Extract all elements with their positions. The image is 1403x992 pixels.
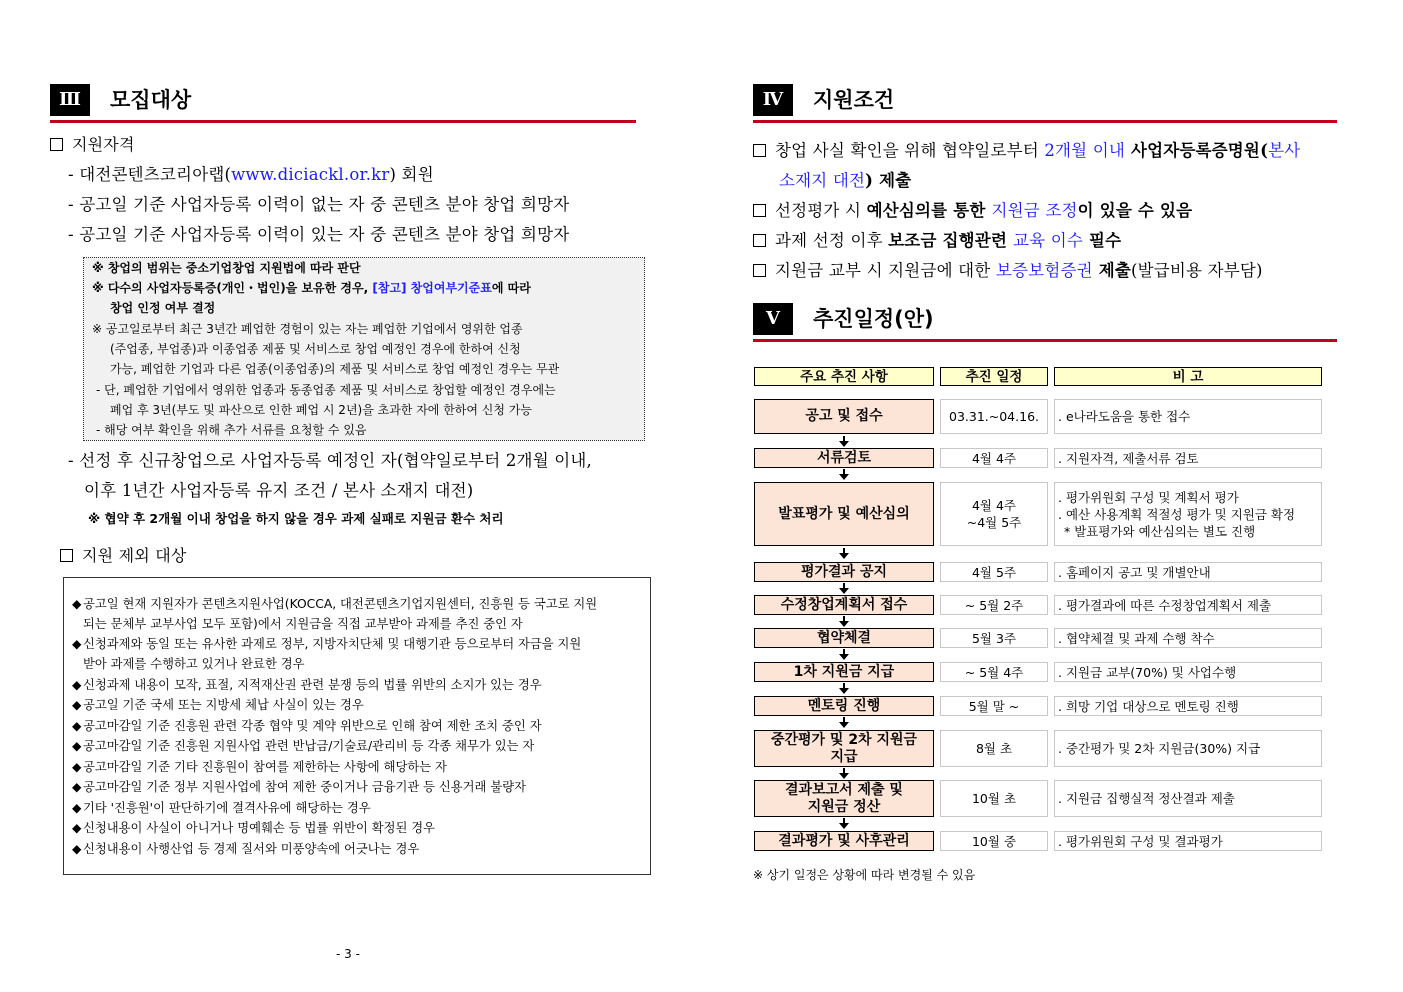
exclusion-item: ◆ 신청과제와 동일 또는 유사한 과제로 정부, 지방자치단체 및 대행기관 등으로부터 자금을 지원 (72, 634, 581, 654)
checkbox-icon (753, 144, 766, 157)
condition-4: 지원금 교부 시 지원금에 대한 보증보험증권 제출(발급비용 자부담) (753, 260, 1263, 282)
qualification-notes-box (83, 257, 645, 441)
exclusion-item: ◆ 신청내용이 사행산업 등 경제 질서와 미풍양속에 어긋나는 경우 (72, 839, 419, 859)
down-arrow-icon (839, 583, 849, 595)
exclusion-item: ◆ 신청과제 내용이 모작, 표절, 지적재산권 관련 분쟁 등의 법률 위반의 소지가 있는 경우 (72, 675, 542, 695)
down-arrow-icon (839, 548, 849, 560)
checkbox-icon (753, 264, 766, 277)
exclusion-item: ◆ 공고마감일 기준 정부 지원사업에 참여 제한 중이거나 금융기관 등 신용거래 불량자 (72, 777, 526, 797)
schedule-date: 10월 초 (940, 780, 1048, 817)
exclusion-item: ◆ 공고일 현재 지원자가 콘텐츠지원사업(KOCCA, 대전콘텐츠기업지원센터, 진흥원 등 국고로 지원 (72, 594, 597, 614)
schedule-date: 8월 초 (940, 730, 1048, 767)
checkbox-icon (60, 549, 73, 562)
schedule-step: 수정창업계획서 접수 (754, 595, 934, 615)
exclusion-item: ◆ 공고마감일 기준 진흥원 지원사업 관련 반납금/기술료/관리비 등 각종 채무가 있는 자 (72, 736, 534, 756)
note-line: 가능, 폐업한 기업과 다른 업종(이종업종)의 제품 및 서비스로 창업 예정인 경우는 무관 (110, 362, 560, 376)
schedule-step: 서류검토 (754, 448, 934, 468)
note-line: ※ 다수의 사업자등록증(개인・법인)을 보유한 경우, [참고] 창업여부기준표에 따라 (92, 281, 531, 295)
section-4-header (753, 84, 1337, 118)
exclusion-box (63, 577, 651, 875)
section-title: 지원조건 (813, 88, 895, 112)
schedule-date: 4월 4주 ~4월 5주 (940, 482, 1048, 546)
note-line: ※ 공고일로부터 최근 3년간 폐업한 경험이 있는 자는 폐업한 기업에서 영위한 업종 (92, 322, 523, 336)
qual-item-1: - 대전콘텐츠코리아랩(www.diciackl.or.kr) 회원 (68, 165, 434, 184)
schedule-date: 4월 5주 (940, 562, 1048, 582)
diamond-bullet-icon: ◆ (72, 678, 82, 692)
exclusion-item: ◆ 공고마감일 기준 진흥원 관련 각종 협약 및 계약 위반으로 인해 참여 제한 조치 중인 자 (72, 716, 542, 736)
section-title: 추진일정(안) (813, 307, 934, 331)
qual-item-4-cont: 이후 1년간 사업자등록 유지 조건 / 본사 소재지 대전) (84, 481, 474, 500)
exclusion-item: ◆ 신청내용이 사실이 아니거나 명예훼손 등 법률 위반이 확정된 경우 (72, 818, 435, 838)
schedule-step: 평가결과 공지 (754, 562, 934, 582)
schedule-remarks: . e나라도움을 통한 접수 (1054, 399, 1322, 434)
schedule-date: 5월 3주 (940, 628, 1048, 648)
note-line: 폐업 후 3년(부도 및 파산으로 인한 폐업 시 2년)을 초과한 자에 한하여 신청 가능 (110, 403, 532, 417)
section-number: Ⅳ (753, 84, 793, 116)
note-line: (주업종, 부업종)과 이종업종 제품 및 서비스로 창업 예정인 경우에 한하여 신청 (110, 342, 521, 356)
diamond-bullet-icon: ◆ (72, 698, 82, 712)
note-line: 창업 인정 여부 결정 (110, 301, 216, 315)
section-3-header (50, 84, 636, 118)
schedule-remarks: . 지원자격, 제출서류 검토 (1054, 448, 1322, 468)
diamond-bullet-icon: ◆ (72, 821, 82, 835)
schedule-step: 1차 지원금 지급 (754, 662, 934, 682)
condition-2: 선정평가 시 예산심의를 통한 지원금 조정이 있을 수 있음 (753, 200, 1192, 222)
refund-note: ※ 협약 후 2개월 이내 창업을 하지 않을 경우 과제 실패로 지원금 환수 처리 (88, 511, 504, 526)
schedule-step: 중간평가 및 2차 지원금 지급 (754, 730, 934, 767)
schedule-remarks: . 협약체결 및 과제 수행 착수 (1054, 628, 1322, 648)
schedule-date: 10월 중 (940, 831, 1048, 851)
down-arrow-icon (839, 649, 849, 661)
schedule-step: 협약체결 (754, 628, 934, 648)
schedule-date: 4월 4주 (940, 448, 1048, 468)
qual-item-3: - 공고일 기준 사업자등록 이력이 있는 자 중 콘텐츠 분야 창업 희망자 (68, 225, 570, 244)
down-arrow-icon (839, 436, 849, 448)
down-arrow-icon (839, 818, 849, 830)
note-line: - 해당 여부 확인을 위해 추가 서류를 요청할 수 있음 (96, 423, 367, 437)
checkbox-icon (50, 138, 63, 151)
header-main-task: 주요 추진 사항 (754, 367, 934, 386)
exclusion-item: 받아 과제를 수행하고 있거나 완료한 경우 (83, 657, 305, 671)
schedule-remarks: . 지원금 집행실적 정산결과 제출 (1054, 780, 1322, 817)
section-rule (50, 120, 636, 123)
website-link[interactable]: www.diciackl.or.kr (231, 165, 390, 184)
section-title: 모집대상 (110, 88, 192, 112)
diamond-bullet-icon: ◆ (72, 801, 82, 815)
schedule-step: 멘토링 진행 (754, 696, 934, 716)
schedule-remarks: . 중간평가 및 2차 지원금(30%) 지급 (1054, 730, 1322, 767)
checkbox-icon (753, 204, 766, 217)
exclusion-item: 되는 문체부 교부사업 모두 포함)에서 지원금을 직접 교부받아 과제를 추진 중인 자 (83, 617, 523, 631)
condition-3: 과제 선정 이후 보조금 집행관련 교육 이수 필수 (753, 230, 1121, 252)
down-arrow-icon (839, 768, 849, 780)
condition-1: 창업 사실 확인을 위해 협약일로부터 2개월 이내 사업자등록증명원(본사 (753, 140, 1300, 162)
down-arrow-icon (839, 717, 849, 729)
checkbox-icon (753, 234, 766, 247)
diamond-bullet-icon: ◆ (72, 637, 82, 651)
schedule-remarks: . 평가결과에 따른 수정창업계획서 제출 (1054, 595, 1322, 615)
down-arrow-icon (839, 616, 849, 628)
schedule-step: 공고 및 접수 (754, 399, 934, 434)
schedule-date: ~ 5월 2주 (940, 595, 1048, 615)
qualification-heading: 지원자격 (50, 134, 135, 156)
schedule-footnote: ※ 상기 일정은 상황에 따라 변경될 수 있음 (753, 868, 976, 882)
section-number: Ⅴ (753, 303, 793, 335)
qual-item-4: - 선정 후 신규창업으로 사업자등록 예정인 자(협약일로부터 2개월 이내, (68, 451, 593, 470)
diamond-bullet-icon: ◆ (72, 719, 82, 733)
section-rule (753, 120, 1337, 123)
diamond-bullet-icon: ◆ (72, 597, 82, 611)
schedule-date: ~ 5월 4주 (940, 662, 1048, 682)
schedule-remarks: . 평가위원회 구성 및 계획서 평가 . 예산 사용계획 적절성 평가 및 지원금 확정 * 발표평가와 예산심의는 별도 진행 (1054, 482, 1322, 546)
schedule-remarks: . 희망 기업 대상으로 멘토링 진행 (1054, 696, 1322, 716)
down-arrow-icon (839, 683, 849, 695)
note-line: - 단, 폐업한 기업에서 영위한 업종과 동종업종 제품 및 서비스로 창업할 예정인 경우에는 (96, 383, 556, 397)
section-number: Ⅲ (50, 84, 90, 116)
schedule-remarks: . 평가위원회 구성 및 결과평가 (1054, 831, 1322, 851)
schedule-date: 03.31.~04.16. (940, 399, 1048, 434)
qual-item-2: - 공고일 기준 사업자등록 이력이 없는 자 중 콘텐츠 분야 창업 희망자 (68, 195, 570, 214)
schedule-remarks: . 홈페이지 공고 및 개별안내 (1054, 562, 1322, 582)
schedule-step: 발표평가 및 예산심의 (754, 482, 934, 546)
exclusion-item: ◆ 공고마감일 기준 기타 진흥원이 참여를 제한하는 사항에 해당하는 자 (72, 757, 447, 777)
header-remarks: 비 고 (1054, 367, 1322, 386)
exclusion-heading: 지원 제외 대상 (60, 545, 187, 567)
page-number: - 3 - (336, 947, 360, 961)
diamond-bullet-icon: ◆ (72, 760, 82, 774)
schedule-step: 결과보고서 제출 및 지원금 정산 (754, 780, 934, 817)
exclusion-item: ◆ 공고일 기준 국세 또는 지방세 체납 사실이 있는 경우 (72, 695, 364, 715)
note-line: ※ 창업의 범위는 중소기업창업 지원법에 따라 판단 (92, 261, 361, 275)
schedule-remarks: . 지원금 교부(70%) 및 사업수행 (1054, 662, 1322, 682)
diamond-bullet-icon: ◆ (72, 739, 82, 753)
section-rule (753, 339, 1337, 342)
diamond-bullet-icon: ◆ (72, 780, 82, 794)
diamond-bullet-icon: ◆ (72, 842, 82, 856)
section-5-header (753, 303, 1337, 337)
schedule-step: 결과평가 및 사후관리 (754, 831, 934, 851)
schedule-date: 5월 말 ~ (940, 696, 1048, 716)
header-schedule: 추진 일정 (940, 367, 1048, 386)
condition-1-cont: 소재지 대전) 제출 (779, 171, 912, 190)
down-arrow-icon (839, 469, 849, 481)
exclusion-item: ◆ 기타 '진흥원'이 판단하기에 결격사유에 해당하는 경우 (72, 798, 371, 818)
